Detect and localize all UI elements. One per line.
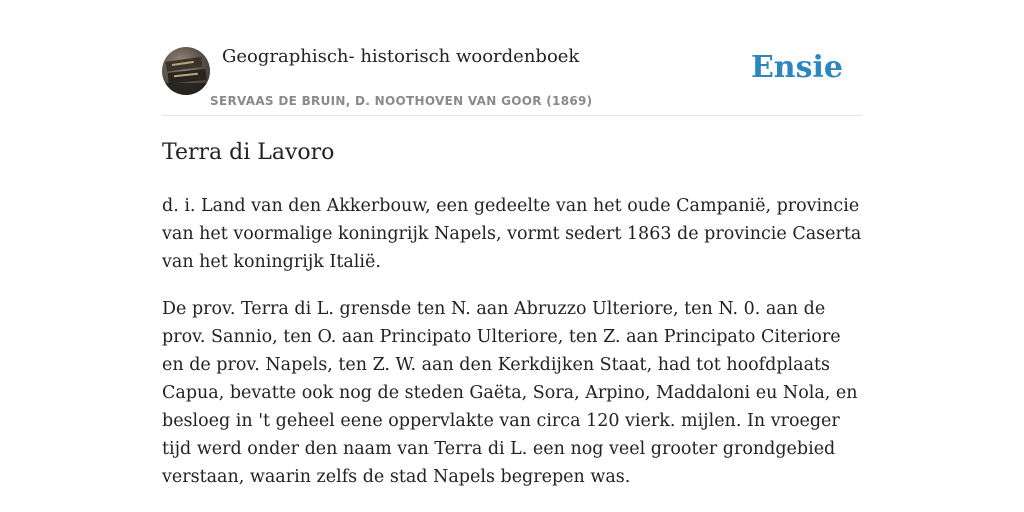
book-cover-avatar[interactable] <box>162 47 210 95</box>
book-authors: SERVAAS DE BRUIN, D. NOOTHOVEN VAN GOOR (1869) <box>210 94 593 108</box>
entry-paragraph-2: De prov. Terra di L. grensde ten N. aan Abruzzo Ulteriore, ten N. 0. aan de prov. Sannio, ten O. aan Principato Ulteriore, ten Z. aan Principato Citeriore en de prov. Napels, ten Z. W. aan den Kerkdijken Staat, had tot hoofdplaats Capua, bevatte ook nog de steden Gaëta, Sora, Arpino, Maddaloni eu Nola, en besloeg in 't geheel eene oppervlakte van circa 120 vierk. mijlen. In vroeger tijd werd onder den naam van Terra di L. een nog veel grooter grondgebied verstaan, waarin zelfs de stad Napels begrepen was. <box>162 299 858 487</box>
book-cover-image <box>162 47 210 95</box>
book-title[interactable]: Geographisch- historisch woordenboek <box>222 46 580 67</box>
entry-title: Terra di Lavoro <box>162 140 335 165</box>
entry-paragraph-1: d. i. Land van den Akkerbouw, een gedeelte van het oude Campanië, provincie van het voormalige koningrijk Napels, vormt sedert 1863 de provincie Caserta van het koningrijk Italië. <box>162 196 862 272</box>
ensie-logo[interactable]: Ensie <box>750 50 843 85</box>
header-divider <box>162 115 862 116</box>
